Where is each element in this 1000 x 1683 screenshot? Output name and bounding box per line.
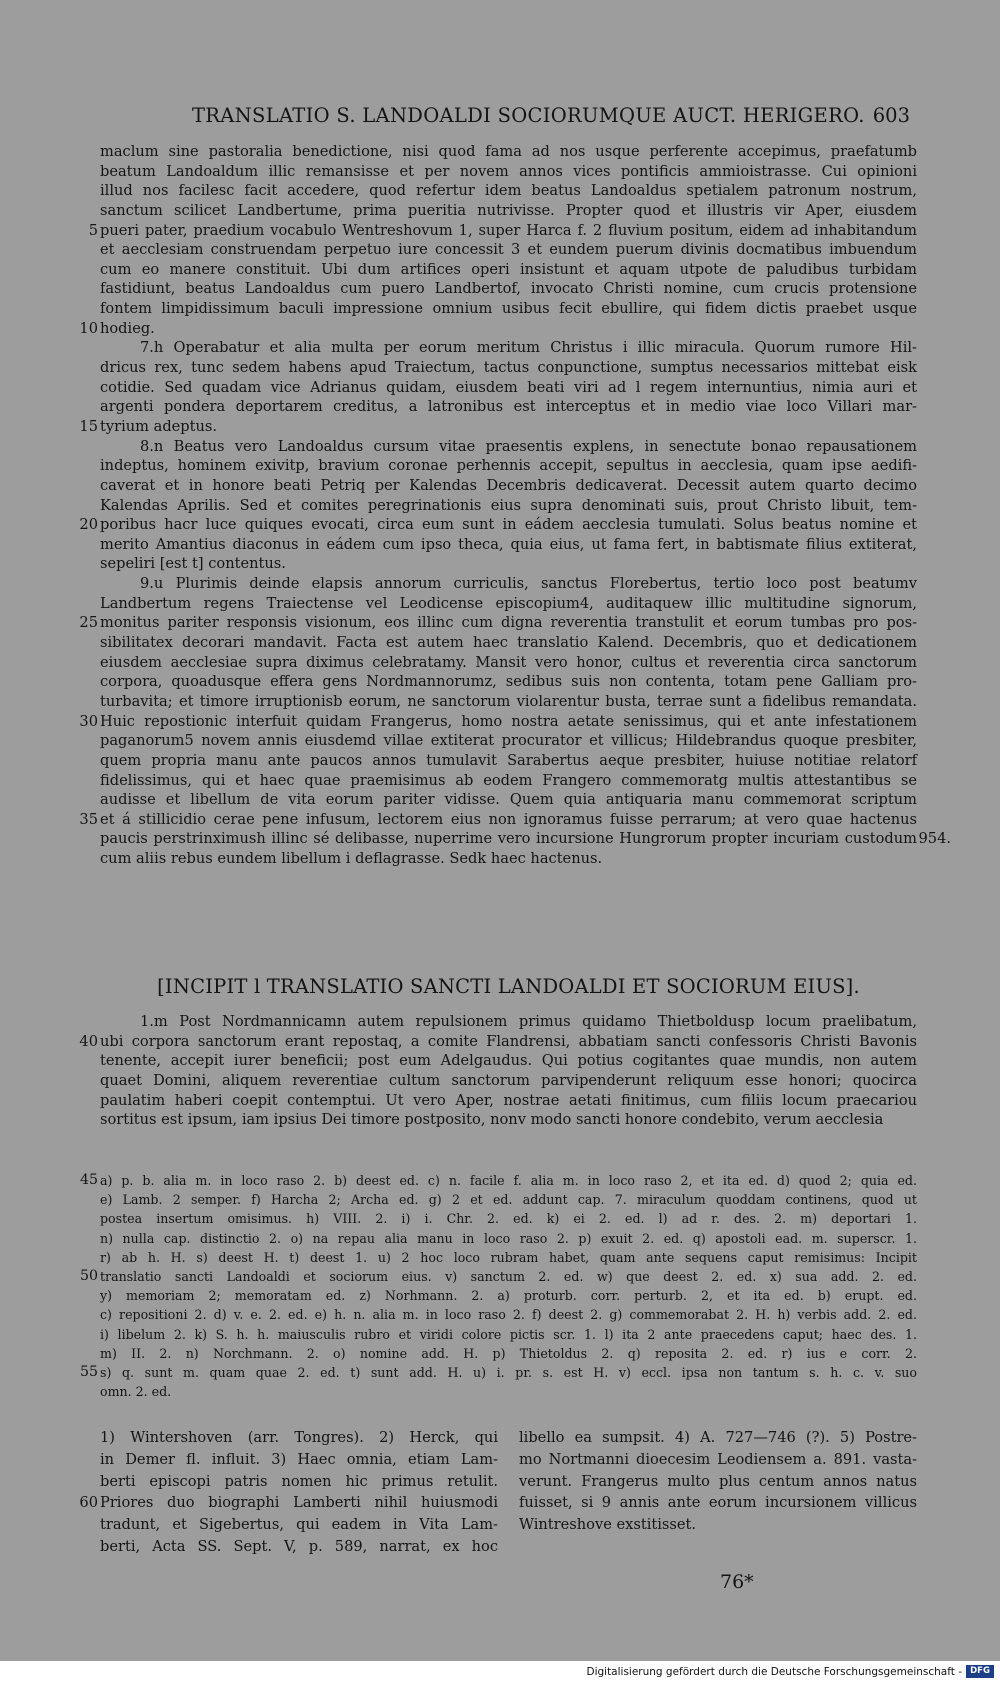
- footnote-line: [100, 1449, 498, 1471]
- text-line-text: maclum sine pastoralia benedictione, nisi quod fama ad nos usque perferente accepimus, praefatumb: [100, 143, 917, 160]
- footnote-line: [100, 1471, 498, 1493]
- text-line: [100, 594, 917, 614]
- main-text-block: [79, 142, 951, 869]
- footnote-line-text: tradunt, et Sigebertus, qui eadem in Vita Lam-: [100, 1516, 498, 1534]
- footnotes-left-column: [79, 1427, 498, 1558]
- footnote-line: [519, 1427, 917, 1449]
- footnote-line: [100, 1427, 498, 1449]
- text-line: [100, 771, 917, 791]
- text-line: [100, 496, 917, 516]
- apparatus-line-text: a) p. b. alia m. in loco raso 2. b) deest ed. c) n. facile f. alia m. in loco raso 2, et ita ed. d) quod 2; quia ed.: [100, 1173, 917, 1188]
- footnote-line-text: fuisset, si 9 annis ante eorum incursionem villicus: [519, 1494, 917, 1512]
- text-line: [100, 672, 917, 692]
- apparatus-line: [100, 1344, 917, 1363]
- text-line-text: indeptus, hominem exivitp, bravium coronae perhennis accepit, sepultus in aecclesia, quam ipse aedifi-: [100, 457, 917, 475]
- line-number: 45: [79, 1172, 98, 1188]
- apparatus-line-text: s) q. sunt m. quam quae 2. ed. t) sunt add. H. u) i. pr. s. est H. v) eccl. ipsa non tantum s. h. c. v. suo: [100, 1364, 917, 1380]
- footnote-line-text: Wintreshove exstitisset.: [519, 1516, 697, 1534]
- footnote-line: [100, 1536, 498, 1558]
- line-number: 25: [79, 614, 98, 632]
- apparatus-line: [79, 1171, 917, 1190]
- text-line-text: pueri pater, praedium vocabulo Wentreshovum 1, super Harca f. 2 fluvium positum, eidem ad inhabitandum: [100, 221, 917, 239]
- text-line-text: 8.n Beatus vero Landoaldus cursum vitae praesentis explens, in senectute bonao repausationem: [140, 437, 917, 455]
- text-line: [79, 712, 917, 732]
- text-line-text: quem propria manu ante paucos annos tumulavit Sarabertus aeque presbiter, huiuse notitiae relatorf: [100, 751, 917, 769]
- text-line-text: cotidie. Sed quadam vice Adrianus quidam, eiusdem beati viri ad l regem internuntius, nimia auri et: [100, 378, 917, 396]
- text-line-text: dricus rex, tunc sedem habens apud Traiectum, tactus conpunctione, sumptus necessarios mittebat eisk: [100, 359, 917, 377]
- line-number: 55: [79, 1363, 98, 1380]
- text-line-text: Huic repostionic interfuit quidam Frangerus, homo nostra aetate senissimus, qui et ante infestationem: [100, 712, 917, 730]
- text-line-text: et á stillicidio cerae pene infusum, lectorem eius non ignoramus fuisse perrarum; at vero quae hactenus: [100, 810, 917, 828]
- apparatus-line: [100, 1248, 917, 1267]
- apparatus-line-text: y) memoriam 2; memoratam ed. z) Norhmann. 2. a) proturb. corr. perturb. 2, et ita ed. b) erupt. ed.: [100, 1288, 917, 1304]
- text-line: [100, 279, 917, 299]
- text-line: [88, 221, 917, 241]
- footnote-line: [519, 1514, 917, 1536]
- line-number: 50: [79, 1267, 98, 1284]
- footnotes-right-column: [519, 1427, 917, 1536]
- text-line: [100, 554, 917, 574]
- text-line: [100, 162, 917, 182]
- text-line-text: 1.m Post Nordmannicamn autem repulsionem primus quidamo Thietboldusp locum praelibatum,: [140, 1013, 917, 1030]
- text-line-text: hodieg.: [100, 319, 155, 337]
- text-line: [100, 260, 917, 280]
- text-line: [100, 456, 917, 476]
- text-line: [100, 476, 917, 496]
- footnote-line-text: in Demer fl. influit. 3) Haec omnia, etiam Lam-: [100, 1450, 498, 1468]
- text-line: [100, 849, 917, 869]
- text-line-text: corpora, quoadusque effera gens Nordmannorumz, sedibus suis non contenta, totam pene Galliam pro-: [100, 673, 917, 691]
- text-line-text: fastidiunt, beatus Landoaldus cum puero Landbertof, invocato Christi nomine, cum crucis protensione: [100, 280, 917, 298]
- text-line: [79, 515, 917, 535]
- text-line-text: ubi corpora sanctorum erant repostaq, a comite Flandrensi, abbatiam sancti confessoris Christi Bavonis: [100, 1032, 917, 1050]
- text-line-text: sibilitatex decorari mandavit. Facta est autem haec translatio Kalend. Decembris, quo et dedicationem: [100, 634, 917, 652]
- text-line-text: cum aliis rebus eundem libellum i deflagrasse. Sedk haec hactenus.: [100, 850, 603, 868]
- text-line: [100, 437, 917, 457]
- text-line-text: merito Amantius diaconus in eádem cum ipso theca, quia eius, ut fama fert, in babtismate filius extiterat,: [100, 535, 917, 553]
- footnote-line: [519, 1492, 917, 1514]
- apparatus-line: [79, 1267, 917, 1286]
- apparatus-line: [100, 1286, 917, 1305]
- text-line-text: 7.h Operabatur et alia multa per eorum meritum Christus i illic miracula. Quorum rumore Hil-: [140, 339, 917, 357]
- margin-year: 954.: [918, 830, 951, 848]
- footnote-line: [519, 1449, 917, 1471]
- text-line-text: sortitus est ipsum, iam ipsius Dei timore postposito, nonv modo sancti honore condebito, verum aecclesia: [100, 1111, 884, 1129]
- text-line: [100, 1012, 917, 1032]
- apparatus-line: [100, 1305, 917, 1324]
- text-line: [100, 142, 917, 162]
- text-line-text: caverat et in honore beati Petriq per Kalendas Decembris dedicaverat. Decessit autem quarto decimo: [100, 476, 917, 494]
- line-number: 20: [79, 516, 98, 534]
- line-number: 40: [79, 1032, 98, 1050]
- text-line-text: fontem limpidissimum baculi impressione omnium usibus fecit ebullire, qui fidem dictis praebet usque: [100, 300, 917, 318]
- text-line-text: et aecclesiam construendam perpetuo iure concessit 3 et eundem puerum divinis docmatibus imbuendum: [100, 241, 917, 259]
- text-line: [100, 633, 917, 653]
- second-text-block: [79, 1012, 917, 1130]
- line-number: 10: [79, 319, 98, 337]
- text-line: [100, 201, 917, 221]
- text-line-text: Landbertum regens Traiectense vel Leodicense episcopium4, auditaquew illic multitudine signorum,: [100, 594, 917, 612]
- text-line: [100, 358, 917, 378]
- text-line: [100, 1110, 917, 1130]
- apparatus-line-text: r) ab h. H. s) deest H. t) deest 1. u) 2 hoc loco rubram habet, quam ante sequens caput remisimus: Incipit: [100, 1249, 917, 1265]
- apparatus-line: [100, 1209, 917, 1228]
- text-line: [79, 810, 917, 830]
- text-line: [79, 613, 917, 633]
- text-line-text: sanctum scilicet Landbertume, prima pueritia nutrivisse. Propter quod et illustris vir Aper, eiusdem: [100, 201, 917, 219]
- text-line: [100, 829, 951, 849]
- text-line-text: paganorum5 novem annis eiusdemd villae extiterat procurator et villicus; Hildebrandus quoque presbiter,: [100, 732, 917, 750]
- text-line: [100, 1051, 917, 1071]
- footnote-line-text: mo Nortmanni dioecesim Leodiensem a. 891. vasta-: [519, 1450, 917, 1468]
- text-line: [79, 417, 917, 437]
- footnote-line: [79, 1492, 498, 1514]
- text-line-text: eiusdem aecclesiae supra diximus celebratamy. Mansit vero honor, cultus et reverentia circa sanctorum: [100, 653, 917, 671]
- footnote-line-text: berti, Acta SS. Sept. V, p. 589, narrat, ex hoc: [100, 1537, 498, 1555]
- line-number: 5: [88, 221, 98, 239]
- page-number: 603: [872, 104, 910, 127]
- text-line: [100, 574, 917, 594]
- text-line: [100, 1091, 917, 1111]
- apparatus-line-text: c) repositioni 2. d) v. e. 2. ed. e) h. n. alia m. in loco raso 2. f) deest 2. g) commemorabat 2. H. h) verbis add. 2. ed.: [100, 1307, 917, 1323]
- apparatus-line-text: omn. 2. ed.: [100, 1384, 172, 1400]
- text-line-text: poribus hacr luce quiques evocati, circa eum sunt in eádem aecclesia tumulati. Solus beatus nomine et: [100, 516, 917, 534]
- footnote-line-text: verunt. Frangerus multo plus centum annos natus: [519, 1472, 917, 1490]
- apparatus-line: [100, 1325, 917, 1344]
- text-line: [79, 319, 917, 339]
- text-line-text: paulatim haberi coepit contemptui. Ut vero Aper, nostrae aetati finitimus, cum filiis locum praecariou: [100, 1091, 917, 1109]
- text-line: [100, 1071, 917, 1091]
- apparatus-line-text: e) Lamb. 2 semper. f) Harcha 2; Archa ed. g) 2 et ed. addunt cap. 7. miraculum quoddam continens, quod ut: [100, 1192, 917, 1208]
- text-line: [100, 338, 917, 358]
- signature-mark: 76*: [720, 1571, 754, 1593]
- line-number: 60: [79, 1494, 98, 1512]
- line-number: 35: [79, 810, 98, 828]
- text-line-text: turbavita; et timore irruptionisb eorum, ne sanctorum violarentur busta, terrae sunt a fidelibus remandata.: [100, 692, 917, 710]
- text-line-text: monitus pariter responsis visionum, eos illinc cum digna reverentia transtulit et eorum tumbas pro pos-: [100, 614, 917, 632]
- apparatus-line: [100, 1229, 917, 1248]
- text-line-text: quaet Domini, aliquem reverentiae cultum sanctorum parvipenderunt reliquum esse honori; quocirca: [100, 1071, 917, 1089]
- text-line-text: fidelissimus, qui et haec quae praemisimus ab eodem Frangero commemoratg multis attestantibus se: [100, 771, 917, 789]
- footnote-line-text: Priores duo biographi Lamberti nihil huiusmodi: [100, 1494, 498, 1512]
- text-line-text: paucis perstrinximush illinc sé delibasse, nuperrime vero incursione Hungrorum propter incuriam custodum: [100, 830, 917, 848]
- text-line-text: beatum Landoaldum illic remansisse et per novem annos vices pontificis ammioistrasse. Cui opinioni: [100, 162, 917, 180]
- text-line: [100, 378, 917, 398]
- running-title: TRANSLATIO S. LANDOALDI SOCIORUMQUE AUCT. HERIGERO.: [192, 104, 865, 127]
- text-line: [100, 751, 917, 771]
- section-heading: [INCIPIT l TRANSLATIO SANCTI LANDOALDI ET SOCIORUM EIUS].: [157, 975, 860, 998]
- footnote-line: [100, 1514, 498, 1536]
- text-line-text: tyrium adeptus.: [100, 417, 218, 435]
- text-line: [100, 299, 917, 319]
- line-number: 15: [79, 417, 98, 435]
- apparatus-line-text: m) II. 2. n) Norchmann. 2. o) nomine add. H. p) Thietoldus 2. q) reposita 2. ed. r) ius e corr. 2.: [100, 1345, 917, 1361]
- apparatus-line-text: n) nulla cap. distinctio 2. o) na repau alia manu in loco raso 2. p) exuit 2. ed. q) apostoli ead. m. superscr. 1.: [100, 1230, 917, 1246]
- dfg-logo: DFG: [966, 1665, 994, 1678]
- text-line-text: audisse et libellum de vita eorum pariter vidisse. Quem quia antiquaria manu commemorat scriptum: [100, 791, 917, 809]
- text-line: [100, 790, 917, 810]
- apparatus-line: [100, 1382, 917, 1401]
- apparatus-line-text: i) libelum 2. k) S. h. h. maiusculis rubro et viridi colore pictis scr. 1. l) ita 2 ante praecedens caput; haec des. 1.: [100, 1326, 917, 1342]
- footnote-line-text: libello ea sumpsit. 4) A. 727—746 (?). 5) Postre-: [519, 1429, 917, 1446]
- text-line-text: tenente, accepit iurer beneficii; post eum Adelgaudus. Qui potius cogitantes quae mundis, non autem: [100, 1052, 917, 1070]
- apparatus-line-text: translatio sancti Landoaldi et sociorum eius. v) sanctum 2. ed. w) que deest 2. ed. x) sua add. 2. ed.: [100, 1268, 917, 1284]
- text-line: [100, 397, 917, 417]
- text-line: [79, 1032, 917, 1052]
- text-line-text: illud nos facilesc facit accedere, quod refertur idem beatus Landoaldus spetialem patronum nostrum,: [100, 182, 917, 200]
- apparatus-line: [79, 1363, 917, 1382]
- text-line: [100, 731, 917, 751]
- footer-credit: Digitalisierung gefördert durch die Deutsche Forschungsgemeinschaft -: [586, 1666, 962, 1678]
- line-number: 30: [79, 712, 98, 730]
- text-line: [100, 181, 917, 201]
- text-line: [100, 240, 917, 260]
- footnote-line: [519, 1471, 917, 1493]
- footnote-line-text: 1) Wintershoven (arr. Tongres). 2) Herck, qui: [100, 1429, 498, 1446]
- apparatus-line: [100, 1190, 917, 1209]
- text-line: [100, 653, 917, 673]
- text-line-text: 9.u Plurimis deinde elapsis annorum curriculis, sanctus Florebertus, tertio loco post beatumv: [140, 575, 917, 593]
- apparatus-line-text: postea insertum omisimus. h) VIII. 2. i) i. Chr. 2. ed. k) ei 2. ed. l) ad r. des. 2. m) deportari 1.: [100, 1211, 917, 1227]
- text-line: [100, 535, 917, 555]
- text-line-text: sepeliri [est t] contentus.: [100, 555, 286, 573]
- text-line-text: Kalendas Aprilis. Sed et comites peregrinationis eius supra denominati suis, prout Christo libuit, tem-: [100, 496, 917, 514]
- critical-apparatus: [79, 1171, 917, 1401]
- text-line-text: argenti pondera deportarem creditus, a latronibus est interceptus et in medio viae loco Villari mar-: [100, 398, 917, 416]
- text-line: [100, 692, 917, 712]
- footnote-line-text: berti episcopi patris nomen hic primus retulit.: [100, 1472, 498, 1490]
- running-header: [100, 104, 920, 130]
- text-line-text: cum eo manere constituit. Ubi dum artifices operi insistunt et aquam utpote de paludibus turbidam: [100, 260, 917, 278]
